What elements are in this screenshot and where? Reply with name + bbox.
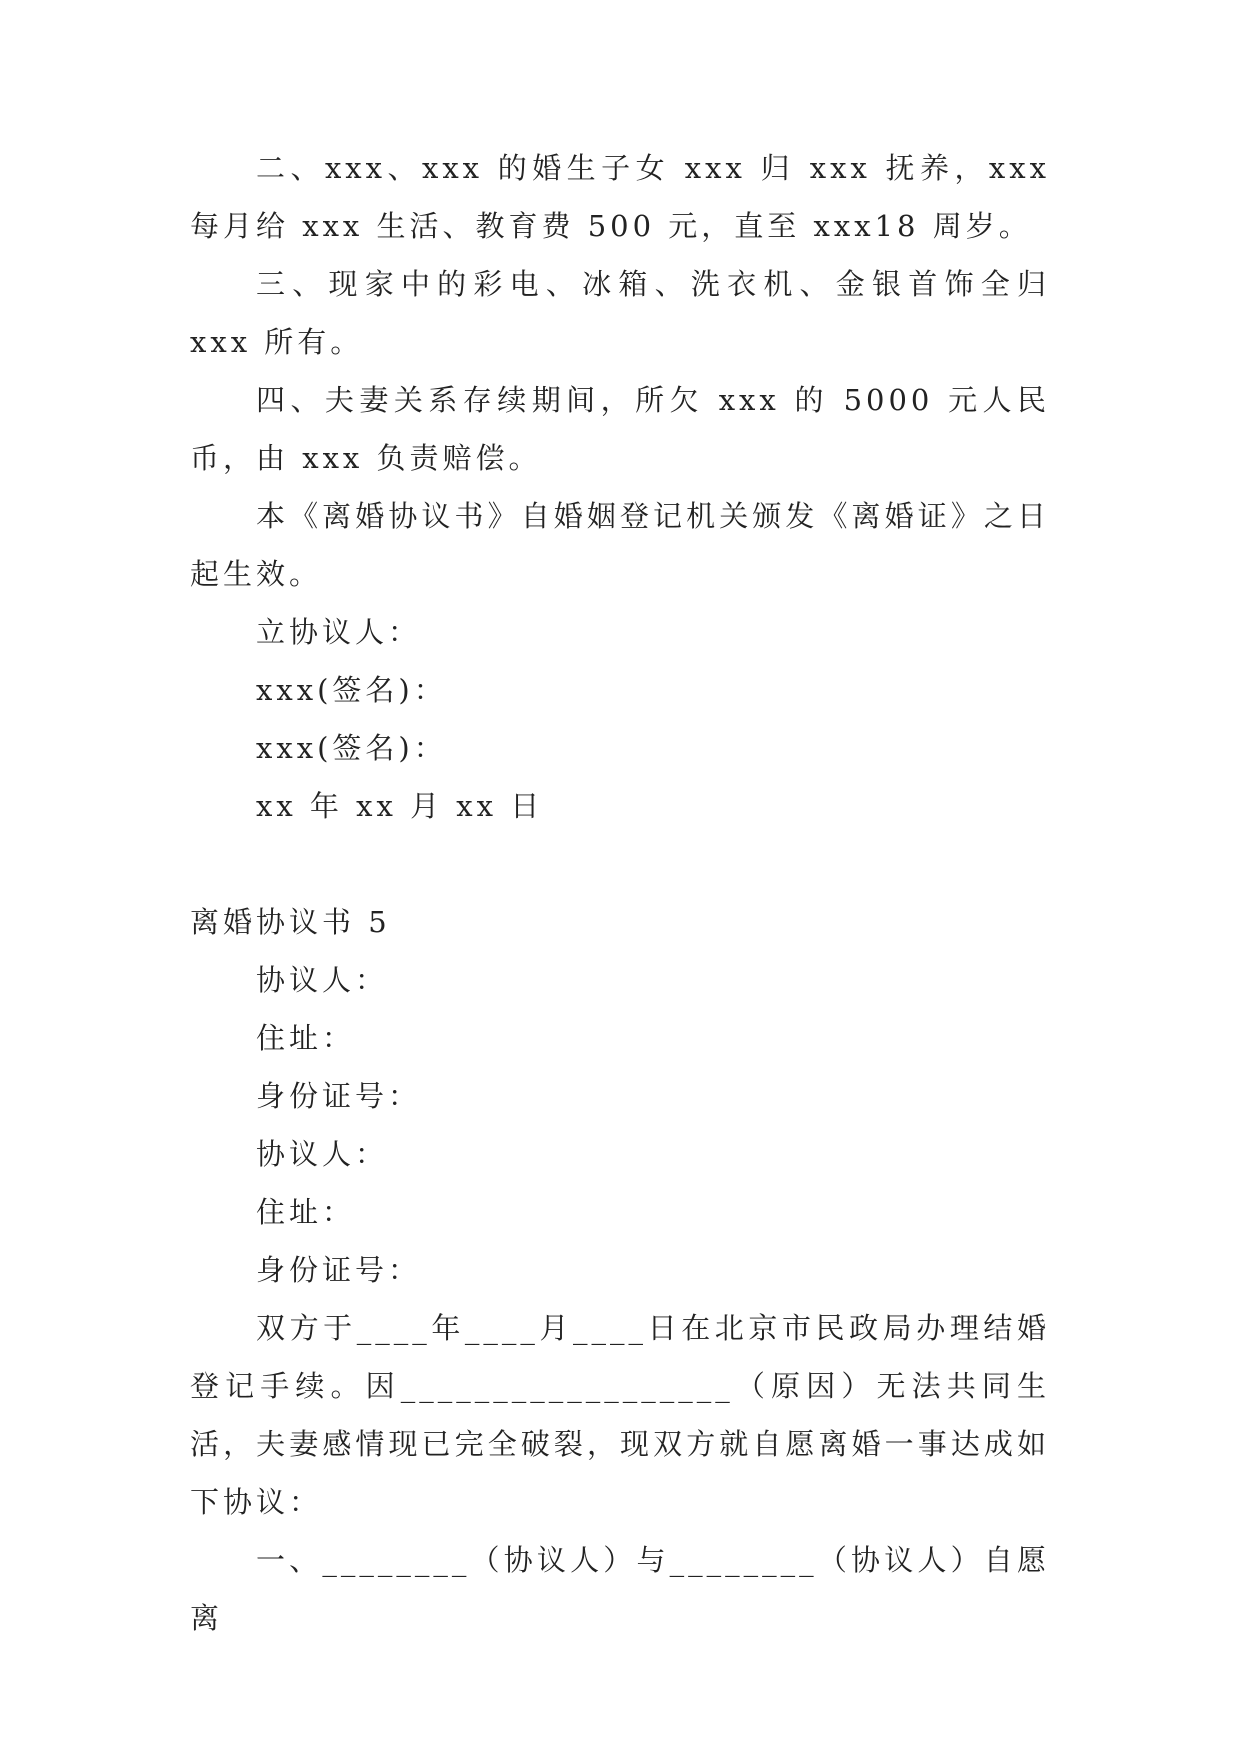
signature-line-1: xxx(签名)： bbox=[256, 673, 447, 707]
clause-three: 三、现家中的彩电、冰箱、洗衣机、金银首饰全归 xxx 所有。 bbox=[190, 267, 1050, 359]
id-number-label-1: 身份证号： bbox=[256, 1079, 422, 1113]
clause-one: 一、________（协议人）与________（协议人）自愿离 bbox=[190, 1543, 1050, 1635]
registration-paragraph: 双方于____年____月____日在北京市民政局办理结婚登记手续。因__________________（原因）无法共同生活，夫妻感情现已完全破裂，现双方就自愿离婚一事达成如下协议： bbox=[190, 1311, 1050, 1519]
clause-two: 二、xxx、xxx 的婚生子女 xxx 归 xxx 抚养，xxx 每月给 xxx 生活、教育费 500 元，直至 xxx18 周岁。 bbox=[190, 151, 1050, 243]
section-spacer bbox=[190, 835, 1050, 893]
clause-four: 四、夫妻关系存续期间，所欠 xxx 的 5000 元人民币，由 xxx 负责赔偿。 bbox=[190, 383, 1050, 475]
address-label-2: 住址： bbox=[256, 1195, 356, 1229]
address-label-1: 住址： bbox=[256, 1021, 356, 1055]
section-title: 离婚协议书 5 bbox=[190, 905, 391, 939]
signatories-label: 立协议人： bbox=[256, 615, 422, 649]
party-label-1: 协议人： bbox=[256, 963, 389, 997]
id-number-label-2: 身份证号： bbox=[256, 1253, 422, 1287]
document-body bbox=[190, 139, 1050, 1647]
signature-line-2: xxx(签名)： bbox=[256, 731, 447, 765]
date-line: xx 年 xx 月 xx 日 bbox=[256, 789, 544, 823]
party-label-2: 协议人： bbox=[256, 1137, 389, 1171]
effective-clause: 本《离婚协议书》自婚姻登记机关颁发《离婚证》之日起生效。 bbox=[190, 499, 1050, 591]
